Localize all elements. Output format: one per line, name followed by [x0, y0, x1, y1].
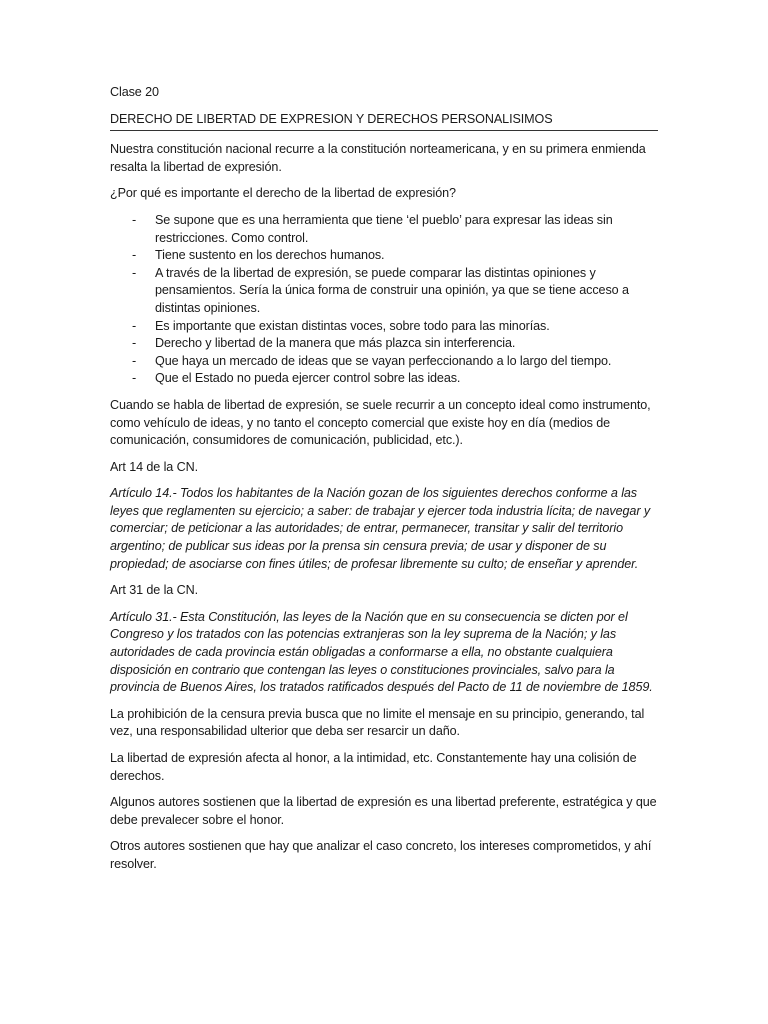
document-title: DERECHO DE LIBERTAD DE EXPRESION Y DERECHOS PERSONALISIMOS	[110, 111, 658, 132]
concept-paragraph: Cuando se habla de libertad de expresión, se suele recurrir a un concepto ideal como instrumento, como vehículo de ideas, y no tanto el concepto comercial que existe hoy en día (medios de comunicación, consumidores de comunicación, publicidad, etc.).	[110, 397, 651, 448]
list-item	[110, 247, 658, 265]
list-item	[110, 212, 658, 247]
list-item-text: Que haya un mercado de ideas que se vayan perfeccionando a lo largo del tiempo.	[155, 353, 612, 368]
list-item	[110, 318, 658, 336]
list-item	[110, 370, 658, 388]
honor-paragraph: La libertad de expresión afecta al honor, a la intimidad, etc. Constantemente hay una colisión de derechos.	[110, 751, 637, 783]
list-item-text: Es importante que existan distintas voces, sobre todo para las minorías.	[155, 318, 550, 333]
dash-marker: -	[132, 212, 137, 227]
list-item-text: Derecho y libertad de la manera que más plazca sin interferencia.	[155, 336, 516, 351]
reasons-list	[110, 212, 658, 388]
list-item	[110, 335, 658, 353]
document-page	[110, 84, 658, 883]
list-item-text: Se supone que es una herramienta que tiene ‘el pueblo’ para expresar las ideas sin restricciones. Como control.	[155, 212, 613, 245]
art31-heading: Art 31 de la CN.	[110, 583, 198, 598]
list-item-text: Tiene sustento en los derechos humanos.	[155, 248, 385, 263]
list-item	[110, 265, 658, 318]
censura-paragraph: La prohibición de la censura previa busca que no limite el mensaje en su principio, generando, tal vez, una responsabilidad ulterior que deba ser resarcir un daño.	[110, 706, 645, 739]
art31-quote: Artículo 31.- Esta Constitución, las leyes de la Nación que en su consecuencia se dicten por el Congreso y los tratados con las potencias extranjeras son la ley suprema de la Nación; y las autoridades de cada provincia están obligadas a conformarse a ella, no obstante cualquiera disposición en contrario que contengan las leyes o constituciones provinciales, salvo para la provincia de Buenos Aires, los tratados ratificados después del Pacto de 11 de noviembre de 1859.	[110, 609, 653, 695]
art14-heading: Art 14 de la CN.	[110, 459, 198, 474]
preferente-paragraph: Algunos autores sostienen que la libertad de expresión es una libertad preferente, estratégica y que debe prevalecer sobre el honor.	[110, 795, 657, 827]
dash-marker: -	[132, 248, 137, 263]
dash-marker: -	[132, 371, 137, 386]
dash-marker: -	[132, 336, 137, 351]
dash-marker: -	[132, 318, 137, 333]
intro-paragraph: Nuestra constitución nacional recurre a la constitución norteamericana, y en su primera enmienda resalta la libertad de expresión.	[110, 142, 646, 174]
list-item	[110, 353, 658, 371]
list-item-text: Que el Estado no pueda ejercer control sobre las ideas.	[155, 371, 461, 386]
dash-marker: -	[132, 353, 137, 368]
list-item-text: A través de la libertad de expresión, se puede comparar las distintas opiniones y pensamientos. Sería la única forma de construir una opinión, ya que se tiene acceso a distintas opiniones.	[155, 265, 629, 315]
question-paragraph: ¿Por qué es importante el derecho de la libertad de expresión?	[110, 186, 456, 201]
art14-quote: Artículo 14.- Todos los habitantes de la Nación gozan de los siguientes derechos conforme a las leyes que reglamenten su ejercicio; a saber: de trabajar y ejercer toda industria lícita; de navegar y comerciar; de peticionar a las autoridades; de entrar, permanecer, transitar y salir del territorio argentino; de publicar sus ideas por la prensa sin censura previa; de usar y disponer de su propiedad; de asociarse con fines útiles; de profesar libremente su culto; de enseñar y aprender.	[110, 486, 651, 571]
caso-paragraph: Otros autores sostienen que hay que analizar el caso concreto, los intereses comprometidos, y ahí resolver.	[110, 839, 652, 871]
dash-marker: -	[132, 265, 137, 280]
class-label: Clase 20	[110, 85, 159, 99]
